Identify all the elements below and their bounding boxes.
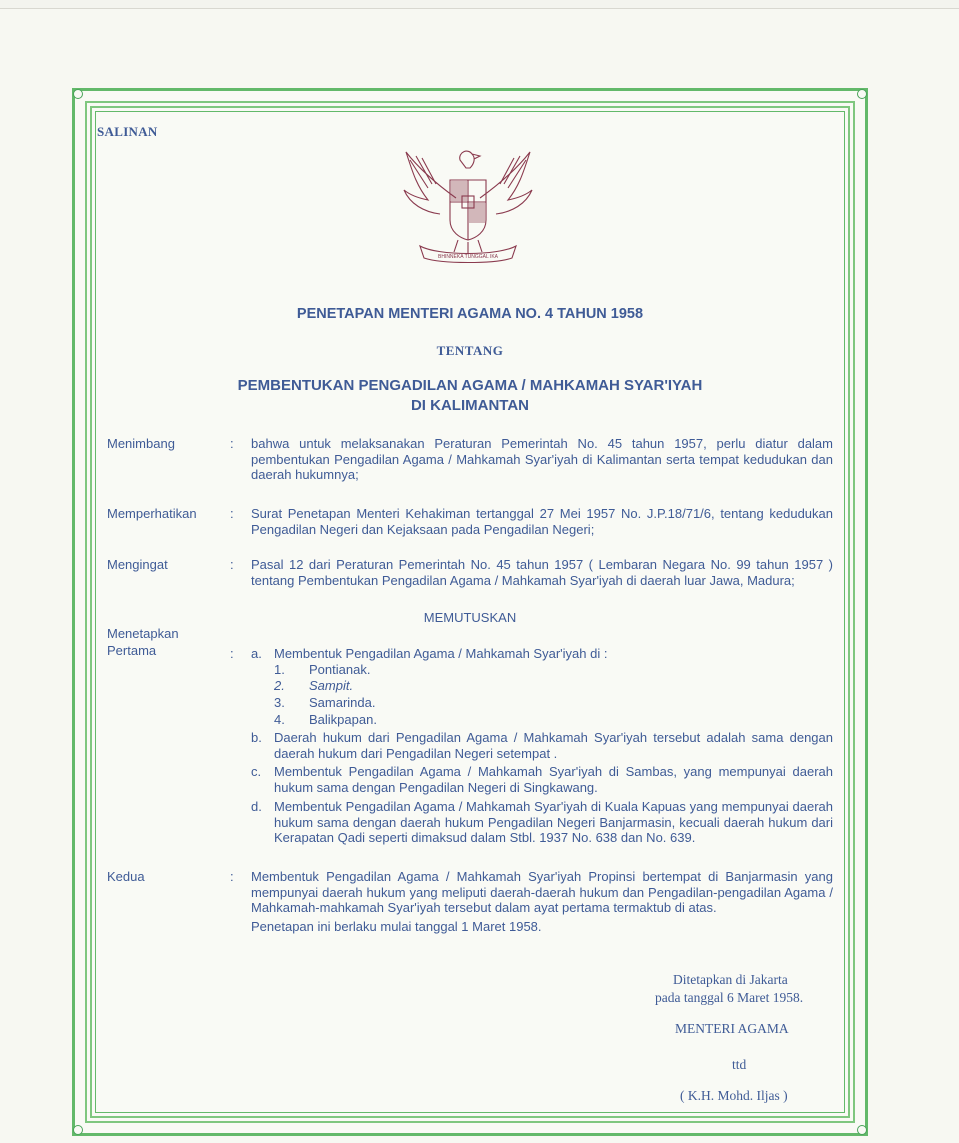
- colon: :: [230, 869, 234, 884]
- kedua-text: Membentuk Pengadilan Agama / Mahkamah Syar'iyah Propinsi bertempat di Banjarmasin yang mempunyai daerah hukum yang meliputi daerah-daerah hukum dan Pengadilan-pengadilan Agama / Mahkamah-mahkamah Syar'iyah tersebut dalam ayat pertama termaktub di atas.: [251, 869, 833, 915]
- pertama-label: Pertama: [107, 643, 157, 658]
- mengingat-label: Mengingat: [107, 557, 168, 572]
- colon: :: [230, 506, 234, 521]
- memperhatikan-text: Surat Penetapan Menteri Kehakiman tertanggal 27 Mei 1957 No. J.P.18/71/6, tentang kedudukan Pengadilan Negeri dan Kejaksaan pada Pengadilan Negeri;: [251, 506, 833, 537]
- menetapkan-label: Menetapkan: [107, 626, 179, 641]
- city-name: Pontianak.: [309, 662, 371, 677]
- colon: :: [230, 646, 234, 661]
- menimbang-label: Menimbang: [107, 436, 175, 451]
- decree-title: PENETAPAN MENTERI AGAMA NO. 4 TAHUN 1958: [296, 306, 644, 322]
- city-number: 1.: [274, 662, 285, 677]
- item-letter: b.: [251, 730, 262, 745]
- signatory-name: ( K.H. Mohd. Iljas ): [680, 1088, 788, 1103]
- city-number: 4.: [274, 712, 285, 727]
- subject-line-1: PEMBENTUKAN PENGADILAN AGAMA / MAHKAMAH SYAR'IYAH: [237, 377, 703, 394]
- memperhatikan-label: Memperhatikan: [107, 506, 197, 521]
- emblem-motto: BHINNEKA TUNGGAL IKA: [437, 254, 499, 260]
- item-text: Membentuk Pengadilan Agama / Mahkamah Syar'iyah di Sambas, yang mempunyai daerah hukum sama dengan Pengadilan Negeri di Singkawang.: [274, 764, 833, 795]
- item-text: Membentuk Pengadilan Agama / Mahkamah Syar'iyah di :: [274, 646, 608, 661]
- kedua-label: Kedua: [107, 869, 145, 884]
- garuda-emblem-icon: [398, 140, 538, 264]
- subject-heading: [72, 376, 868, 416]
- city-name: Samarinda.: [309, 695, 376, 710]
- copy-label: SALINAN: [97, 124, 158, 139]
- item-letter: a.: [251, 646, 262, 661]
- tentang-heading: TENTANG: [436, 343, 504, 358]
- memutuskan-heading: MEMUTUSKAN: [423, 610, 517, 625]
- colon: :: [230, 436, 234, 451]
- city-number: 3.: [274, 695, 285, 710]
- signature-ttd: ttd: [732, 1057, 747, 1072]
- menimbang-text: bahwa untuk melaksanakan Peraturan Pemerintah No. 45 tahun 1957, perlu diatur dalam pembentukan Pengadilan Agama / Mahkamah Syar'iyah di Kalimantan serta tempat kedudukan dan daerah hukumnya;: [251, 436, 833, 482]
- subject-line-2: DI KALIMANTAN: [410, 397, 530, 414]
- mengingat-text: Pasal 12 dari Peraturan Pemerintah No. 45 tahun 1957 ( Lembaran Negara No. 99 tahun 1957 ) tentang Pembentukan Pengadilan Agama / Mahkamah Syar'iyah di daerah luar Jawa, Madura;: [251, 557, 833, 588]
- item-letter: c.: [251, 764, 262, 779]
- city-name: Sampit.: [309, 678, 354, 693]
- item-letter: d.: [251, 799, 262, 814]
- signature-date: pada tanggal 6 Maret 1958.: [655, 990, 804, 1005]
- signature-office: MENTERI AGAMA: [675, 1021, 789, 1036]
- kedua-effective-date: Penetapan ini berlaku mulai tanggal 1 Maret 1958.: [251, 919, 542, 934]
- item-text: Membentuk Pengadilan Agama / Mahkamah Syar'iyah di Kuala Kapuas yang mempunyai daerah hukum sama dengan daerah hukum Pengadilan Negeri Banjarmasin, kecuali daerah hukum dari Kerapatan Qadi seperti dimaksud dalam Stbl. 1937 No. 638 dan No. 639.: [274, 799, 833, 845]
- city-name: Balikpapan.: [309, 712, 377, 727]
- city-number: 2.: [274, 678, 285, 693]
- item-text: Daerah hukum dari Pengadilan Agama / Mahkamah Syar'iyah tersebut adalah sama dengan daerah hukum dari Pengadilan Negeri setempat .: [274, 730, 833, 761]
- signature-place: Ditetapkan di Jakarta: [673, 972, 788, 987]
- colon: :: [230, 557, 234, 572]
